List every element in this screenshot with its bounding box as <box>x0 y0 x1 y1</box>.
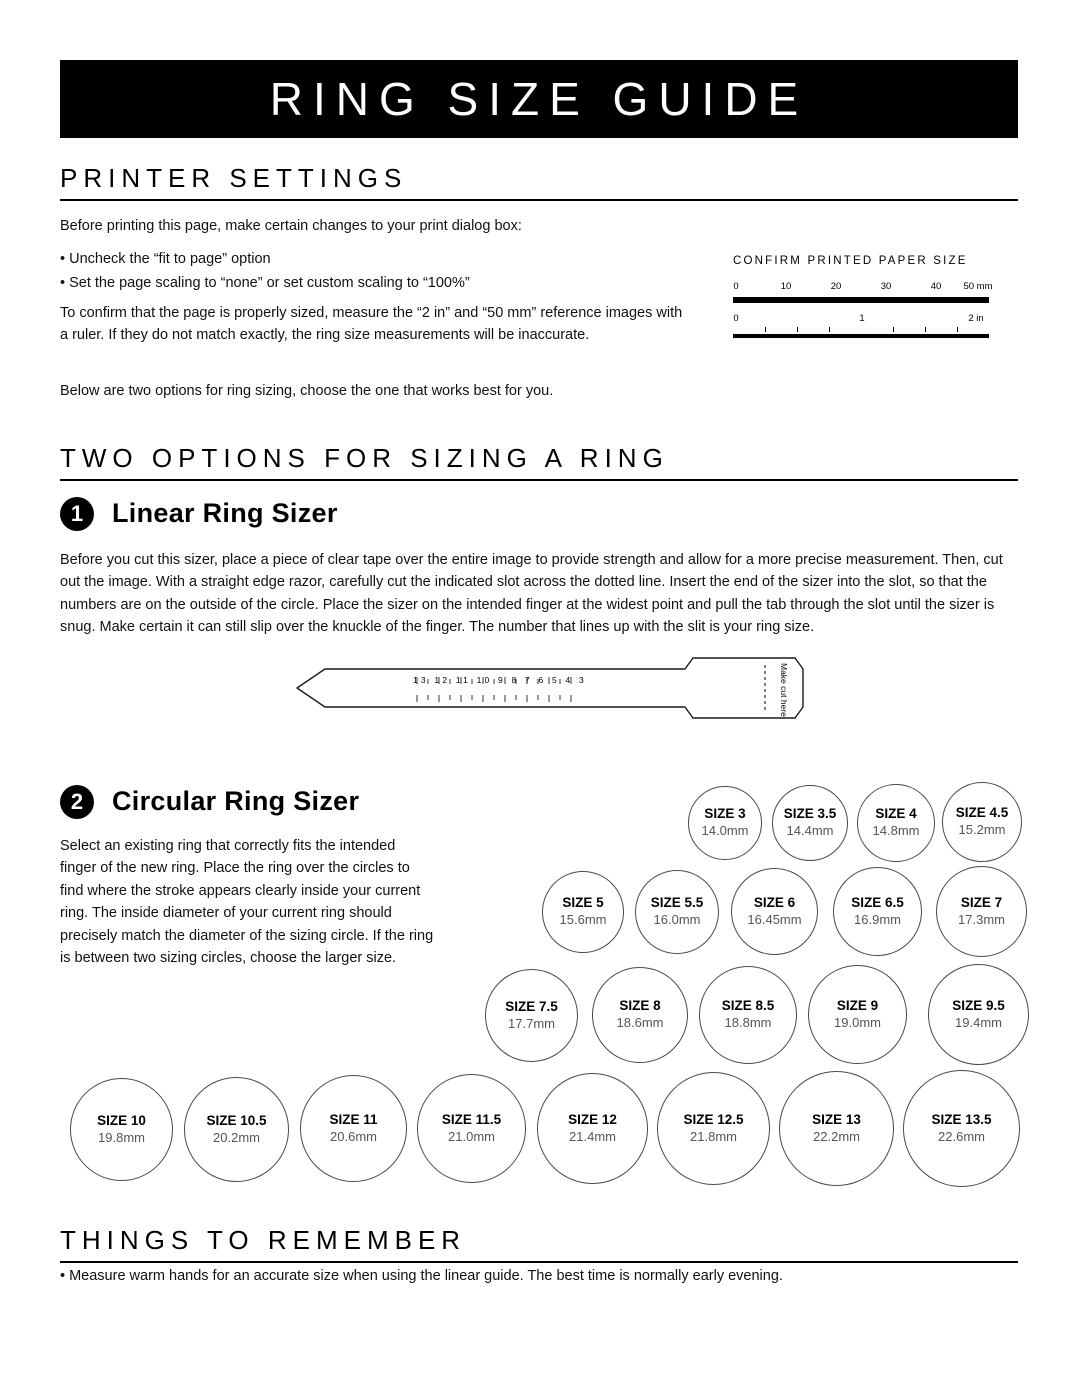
ruler-in-ticks <box>733 327 989 333</box>
sizing-circle <box>857 784 935 862</box>
sizing-circle <box>731 868 818 955</box>
sizing-circle <box>300 1075 407 1182</box>
sizing-circle-size-label: SIZE 6 <box>753 894 796 910</box>
ruler-mm-tick-labels <box>733 281 995 295</box>
sizing-circle <box>833 867 922 956</box>
linear-ring-sizer-graphic <box>295 655 820 723</box>
ruler-mm-tick-30: 30 <box>880 281 892 292</box>
sizing-circle <box>537 1073 648 1184</box>
linear-sizer-scale-numbers: 13 12 11 10 9 8 7 6 5 4 3 <box>413 675 587 685</box>
sizing-circle <box>942 782 1022 862</box>
option-1-body: Before you cut this sizer, place a piece of clear tape over the entire image to provide strength and allow for a more precise measurement. Then, cut out the image. With a straight edge razor, carefully cut the indicated slot across the dotted line. Insert the end of the sizer into the slot, so that the numbers are on the outside of the circle. Place the sizer on the intended finger at the widest point and pull the tab through the slot until the sizer is snug. Make certain it can still slip over the knuckle of the finger. The number that lines up with the slit is your ring size. <box>60 552 1003 636</box>
sizing-circle-size-label: SIZE 12.5 <box>683 1111 744 1127</box>
section-heading-two-options: TWO OPTIONS FOR SIZING A RING <box>60 443 1018 481</box>
sizing-circle-size-label: SIZE 8.5 <box>721 998 775 1014</box>
ruler-mm-bar-row <box>733 295 995 307</box>
sizing-circle-diameter-label: 16.0mm <box>653 912 701 928</box>
sizing-circle-size-label: SIZE 7.5 <box>505 998 558 1014</box>
sizing-circle-diameter-label: 16.45mm <box>747 911 802 927</box>
sizing-circle-size-label: SIZE 7 <box>960 894 1003 910</box>
ruler-in-tick-labels <box>733 313 995 327</box>
sizing-circle-diameter-label: 21.8mm <box>690 1128 737 1144</box>
sizing-circle-diameter-label: 16.9mm <box>854 911 901 927</box>
sizing-circle-diameter-label: 22.2mm <box>813 1128 860 1144</box>
option-1-title: Linear Ring Sizer <box>112 498 338 528</box>
printer-confirm-text: To confirm that the page is properly sized, measure the “2 in” and “50 mm” reference images with a ruler. If they do not match exactly, the ring size measurements will be inaccurate. <box>60 305 683 344</box>
option-1-badge: 1 <box>60 497 94 531</box>
sizing-circle-size-label: SIZE 12 <box>568 1111 617 1127</box>
page-title-bar <box>60 60 1018 138</box>
ruler-mm-tick-0: 0 <box>733 281 739 292</box>
sizing-circle-diameter-label: 19.0mm <box>834 1014 881 1030</box>
sizing-circle <box>808 965 907 1064</box>
sizing-circle <box>699 966 797 1064</box>
sizing-circle-diameter-label: 20.2mm <box>213 1129 260 1145</box>
sizing-circle-diameter-label: 15.2mm <box>958 822 1006 838</box>
sizing-circle <box>635 870 719 954</box>
sizing-circle-size-label: SIZE 4 <box>875 806 917 822</box>
sizing-circle <box>485 969 578 1062</box>
sizing-circle-size-label: SIZE 10.5 <box>206 1112 267 1128</box>
sizing-circle-size-label: SIZE 11.5 <box>441 1111 502 1127</box>
sizing-circle-diameter-label: 17.7mm <box>508 1015 555 1031</box>
sizing-circle-diameter-label: 18.8mm <box>724 1015 772 1031</box>
sizing-circle-size-label: SIZE 6.5 <box>851 894 904 910</box>
sizing-circle-size-label: SIZE 9 <box>836 997 879 1013</box>
sizing-circle <box>592 967 688 1063</box>
ruler-mm-tick-40: 40 <box>930 281 942 292</box>
printer-options-text: Below are two options for ring sizing, choose the one that works best for you. <box>60 383 554 399</box>
sizing-circle <box>657 1072 770 1185</box>
sizing-circle-size-label: SIZE 10 <box>97 1112 146 1128</box>
sizing-circle <box>542 871 624 953</box>
ruler-in-bar <box>733 334 989 338</box>
paper-size-ruler <box>733 255 995 341</box>
sizing-circle-diameter-label: 19.8mm <box>98 1129 145 1145</box>
sizing-circle-diameter-label: 20.6mm <box>330 1128 377 1144</box>
sizing-circle <box>688 786 762 860</box>
printer-bullet-1: • Uncheck the “fit to page” option <box>60 251 271 267</box>
sizing-circle-size-label: SIZE 13.5 <box>931 1111 992 1127</box>
sizing-circle <box>70 1078 173 1181</box>
sizing-circle <box>772 785 848 861</box>
section-heading-things-to-remember: THINGS TO REMEMBER <box>60 1225 1018 1263</box>
sizing-circle-diameter-label: 14.0mm <box>701 823 749 839</box>
sizing-circle-diameter-label: 17.3mm <box>958 911 1005 927</box>
printer-bullet-2: • Set the page scaling to “none” or set custom scaling to “100%” <box>60 275 470 291</box>
sizing-circle-diameter-label: 15.6mm <box>559 912 607 928</box>
section-heading-printer-settings: PRINTER SETTINGS <box>60 163 1018 201</box>
sizing-circle-size-label: SIZE 4.5 <box>955 805 1009 821</box>
sizing-circle-size-label: SIZE 5.5 <box>650 895 704 911</box>
sizing-circle <box>184 1077 289 1182</box>
ruler-in-tick-0: 0 <box>733 313 739 324</box>
remember-bullet-1: • Measure warm hands for an accurate size when using the linear guide. The best time is normally early evening. <box>60 1268 783 1284</box>
ruler-label: CONFIRM PRINTED PAPER SIZE <box>733 255 968 267</box>
sizing-circle-diameter-label: 22.6mm <box>938 1128 985 1144</box>
sizing-circle-diameter-label: 14.8mm <box>872 823 920 839</box>
sizing-circle-diameter-label: 21.0mm <box>448 1128 495 1144</box>
sizing-circle-size-label: SIZE 3 <box>704 806 746 822</box>
printer-intro-text: Before printing this page, make certain changes to your print dialog box: <box>60 218 522 234</box>
ruler-in-tick-2: 2 in <box>968 313 984 324</box>
ruler-mm-tick-10: 10 <box>780 281 792 292</box>
sizing-circle-size-label: SIZE 9.5 <box>952 997 1005 1013</box>
sizing-circle-size-label: SIZE 5 <box>562 895 604 911</box>
sizing-circle-size-label: SIZE 8 <box>619 998 661 1014</box>
sizing-circle-size-label: SIZE 3.5 <box>783 806 837 822</box>
option-2-title: Circular Ring Sizer <box>112 786 360 816</box>
sizing-circle <box>928 964 1029 1065</box>
ruler-mm-bar <box>733 297 989 303</box>
linear-sizer-cut-label: Make cut here <box>778 663 789 717</box>
sizing-circle-diameter-label: 21.4mm <box>569 1128 616 1144</box>
ruler-mm-tick-50: 50 mm <box>963 281 993 292</box>
page-title: RING SIZE GUIDE <box>269 73 809 125</box>
ruler-in-tick-1: 1 <box>859 313 865 324</box>
sizing-circle-diameter-label: 19.4mm <box>955 1014 1002 1030</box>
sizing-circle <box>936 866 1027 957</box>
sizing-circle-diameter-label: 14.4mm <box>786 823 834 839</box>
linear-sizer-shape <box>295 655 820 723</box>
sizing-circle-diameter-label: 18.6mm <box>616 1015 664 1031</box>
ruler-mm-tick-20: 20 <box>830 281 842 292</box>
ruler-in-bar-row <box>733 327 995 341</box>
sizing-circle-size-label: SIZE 13 <box>812 1111 861 1127</box>
option-2-badge: 2 <box>60 785 94 819</box>
sizing-circle <box>903 1070 1020 1187</box>
sizing-circle-size-label: SIZE 11 <box>329 1111 378 1127</box>
sizing-circle <box>417 1074 526 1183</box>
option-2-body: Select an existing ring that correctly fits the intended finger of the new ring. Place the ring over the circles to find where the stroke appears clearly inside your current ring. The inside diameter of your current ring should precisely match the diameter of the sizing circle. If the ring is between two sizing circles, choose the larger size. <box>60 838 434 967</box>
sizing-circle <box>779 1071 894 1186</box>
